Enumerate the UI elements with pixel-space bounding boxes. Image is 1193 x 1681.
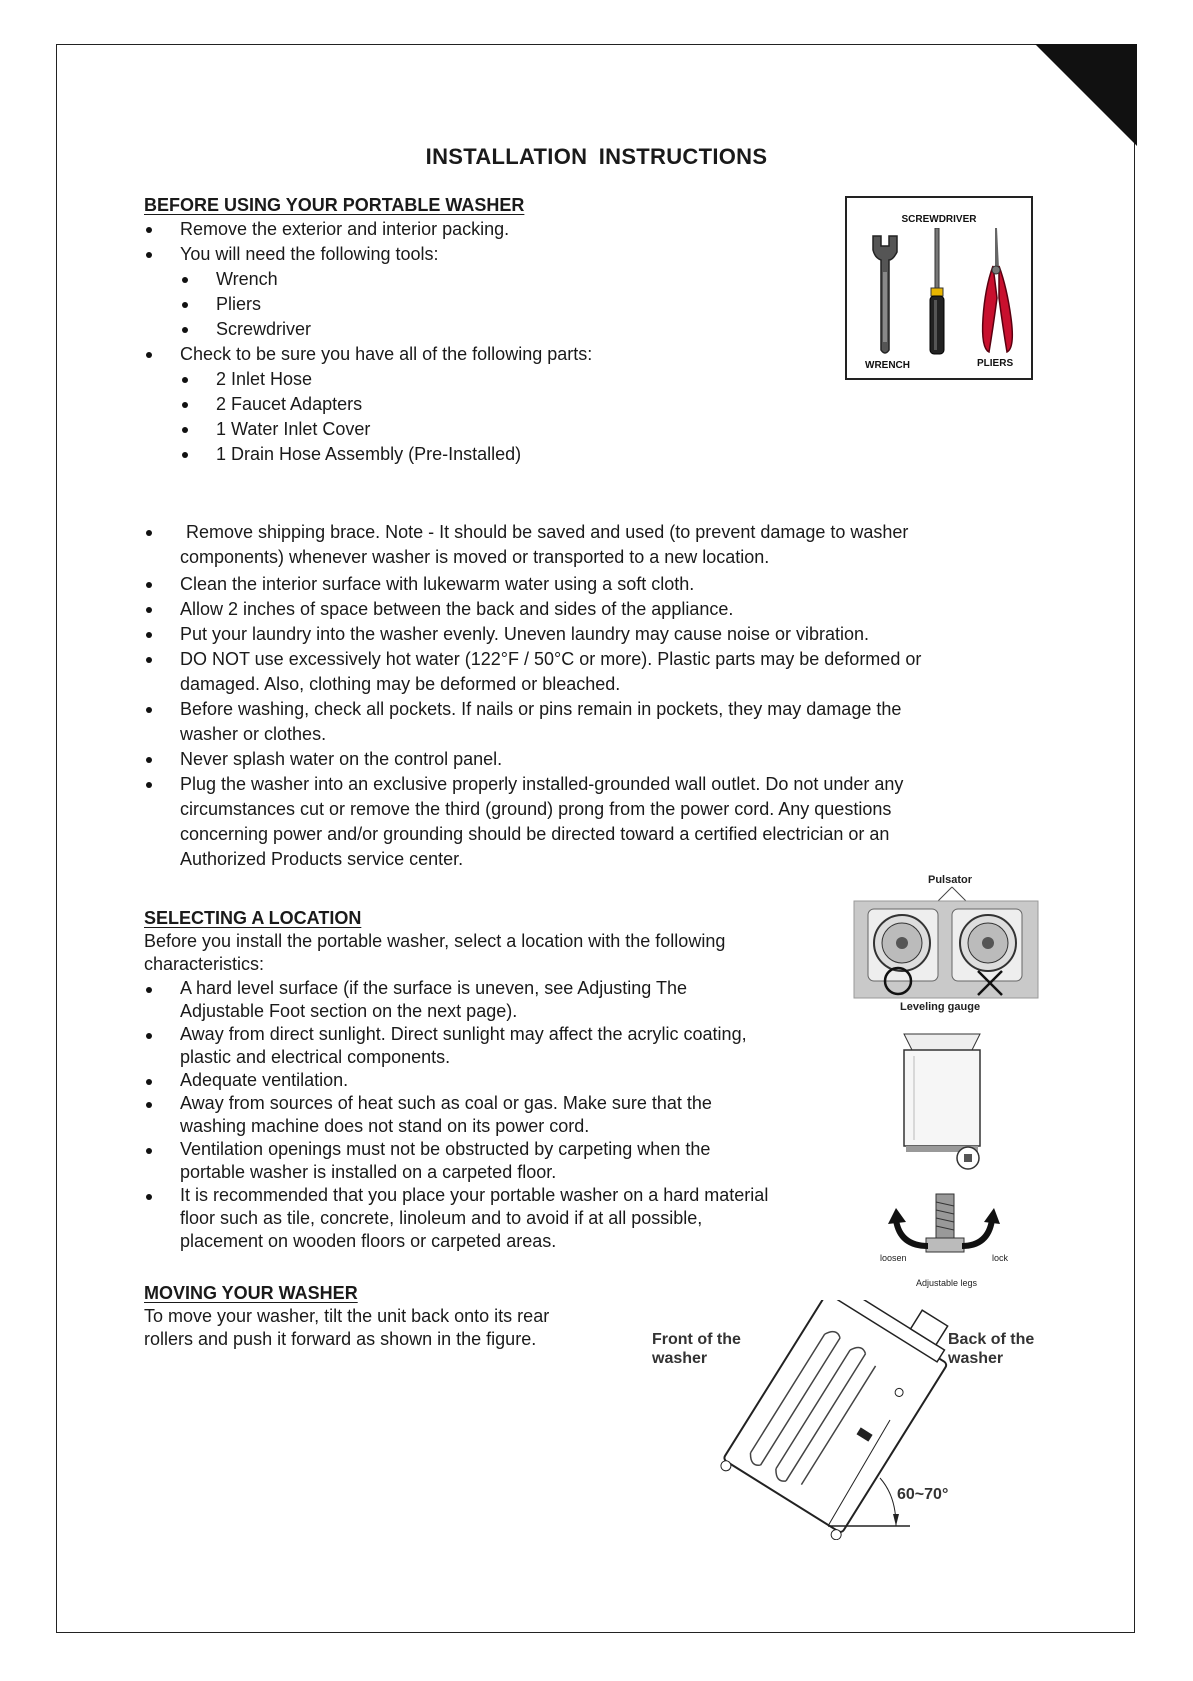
- wrench-icon: [865, 232, 905, 357]
- note-item: Before washing, check all pockets. If nails or pins remain in pockets, they may damage the washer or clothes.: [180, 697, 921, 747]
- loosen-label: loosen: [880, 1253, 907, 1263]
- wrench-label: WRENCH: [865, 360, 910, 371]
- note-item: DO NOT use excessively hot water (122°F / 50°C or more). Plastic parts may be deformed or damaged. Also, clothing may be deformed or bleached.: [180, 647, 921, 697]
- location-item: Away from sources of heat such as coal or gas. Make sure that the washing machine does not stand on its power cord.: [180, 1092, 768, 1138]
- adjustable-legs-label: Adjustable legs: [916, 1278, 978, 1288]
- before-list: [180, 217, 592, 467]
- location-list: [180, 977, 768, 1253]
- before-heading: BEFORE USING YOUR PORTABLE WASHER: [144, 195, 525, 215]
- tilt-angle-label: 60~70°: [897, 1486, 949, 1503]
- location-heading: SELECTING A LOCATION: [144, 908, 362, 928]
- tilted-washer-figure: [700, 1300, 950, 1540]
- pliers-icon: [975, 228, 1019, 358]
- note-item: Allow 2 inches of space between the back and sides of the appliance.: [180, 597, 921, 622]
- note-item: Clean the interior surface with lukewarm water using a soft cloth.: [180, 572, 921, 597]
- washer-body-figure: [892, 1020, 992, 1170]
- screwdriver-label: SCREWDRIVER: [901, 214, 977, 225]
- part-item: 1 Drain Hose Assembly (Pre-Installed): [216, 442, 592, 467]
- note-item: Plug the washer into an exclusive properly installed-grounded wall outlet. Do not under any circumstances cut or remove the third (ground) prong from the power cord. Any questions concerning power and/or grounding should be directed toward a certified electrician or an Authorized Products service center.: [180, 772, 921, 872]
- location-item: It is recommended that you place your portable washer on a hard material floor such as tile, concrete, linoleum and to avoid if at all possible, placement on wooden floors or carpeted areas.: [180, 1185, 769, 1251]
- tool-item: Screwdriver: [216, 317, 592, 342]
- pulsator-figure: [852, 885, 1040, 1000]
- lock-label: lock: [992, 1253, 1009, 1263]
- location-item: Adequate ventilation.: [180, 1069, 768, 1092]
- tool-item: Wrench: [216, 267, 592, 292]
- pliers-label: PLIERS: [977, 358, 1014, 369]
- back-of-washer-label: Back of the washer: [948, 1331, 1035, 1367]
- tool-item: Pliers: [216, 292, 592, 317]
- leveling-gauge-label: Leveling gauge: [900, 1001, 981, 1013]
- tools-figure: [845, 196, 1033, 380]
- front-of-washer-label: Front of the washer: [652, 1331, 741, 1367]
- location-intro: Before you install the portable washer, select a location with the following characteristics:: [144, 931, 726, 974]
- note-item: Never splash water on the control panel.: [180, 747, 921, 772]
- part-item: 1 Water Inlet Cover: [216, 417, 592, 442]
- moving-text: To move your washer, tilt the unit back onto its rear rollers and push it forward as shown in the figure.: [144, 1306, 550, 1349]
- location-item: Away from direct sunlight. Direct sunlight may affect the acrylic coating, plastic and electrical components.: [180, 1023, 768, 1069]
- list-item: Remove the exterior and interior packing.: [180, 217, 592, 242]
- part-item: 2 Faucet Adapters: [216, 392, 592, 417]
- location-item: Ventilation openings must not be obstructed by carpeting when the portable washer is installed on a carpeted floor.: [180, 1138, 768, 1184]
- note-item: Remove shipping brace. Note - It should be saved and used (to prevent damage to washer components) whenever washer is moved or transported to a new location.: [180, 520, 921, 570]
- list-item: Check to be sure you have all of the following parts:: [180, 342, 592, 367]
- list-item: You will need the following tools:: [180, 242, 592, 267]
- location-item: A hard level surface (if the surface is uneven, see Adjusting The Adjustable Foot section on the next page).: [180, 977, 768, 1023]
- pulsator-label: Pulsator: [928, 874, 973, 886]
- notes-list: [180, 520, 921, 872]
- page-title: INSTALLATION INSTRUCTIONS: [425, 144, 768, 169]
- moving-heading: MOVING YOUR WASHER: [144, 1283, 358, 1303]
- screwdriver-icon: [925, 228, 949, 358]
- corner-tab-mark: [1035, 44, 1137, 146]
- part-item: 2 Inlet Hose: [216, 367, 592, 392]
- note-item: Put your laundry into the washer evenly. Uneven laundry may cause noise or vibration.: [180, 622, 921, 647]
